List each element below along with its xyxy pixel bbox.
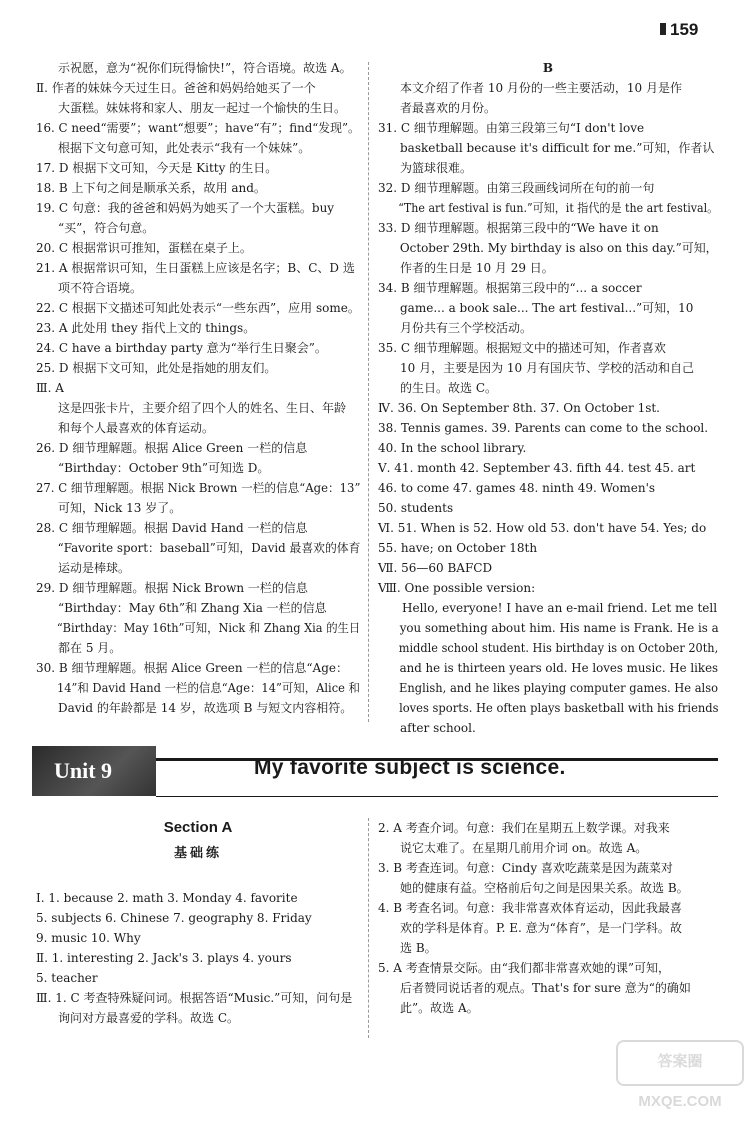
text-line: Ⅵ. 51. When is 52. How old 53. don't have 54. Yes; do [378, 521, 707, 535]
text-line: 根据下文句意可知，此处表示“我有一个妹妹”。 [58, 141, 311, 155]
text-line: 31. C 细节理解题。由第三段第三句“I don't love [378, 121, 645, 135]
text-line: Ⅱ. 作者的妹妹今天过生日。爸爸和妈妈给她买了一个 [36, 81, 316, 95]
text-line: 4. B 考查名词。句意：我非常喜欢体育运动，因此我最喜 [378, 901, 682, 915]
text-line: 21. A 根据常识可知，生日蛋糕上应该是名字；B、C、D 选 [36, 261, 355, 275]
page-marker-icon [660, 23, 666, 35]
text-line: after school. [400, 721, 476, 735]
text-line: 46. to come 47. games 48. ninth 49. Women's [378, 481, 656, 495]
text-line: 都在 5 月。 [58, 641, 122, 655]
text-line: 25. D 根据下文可知，此处是指她的朋友们。 [36, 361, 277, 375]
text-line: 33. D 细节理解题。根据第三段中的“We have it on [378, 221, 659, 235]
text-line: you something about him. His name is Frank. He is a [399, 621, 719, 635]
text-line: 可知，Nick 13 岁了。 [58, 501, 182, 515]
text-line: 27. C 细节理解题。根据 Nick Brown 一栏的信息“Age：13” [36, 481, 361, 495]
text-line: 欢的学科是体育。P. E. 意为“体育”，是一门学科。故 [400, 921, 682, 935]
column-divider [368, 62, 369, 722]
text-line: Ⅲ. A [36, 381, 64, 395]
text-line: 38. Tennis games. 39. Parents can come to the school. [378, 421, 709, 435]
text-line: 40. In the school library. [378, 441, 527, 455]
section-a-left-answers [36, 888, 360, 1028]
left-answer-column [36, 58, 360, 718]
text-line: 者最喜欢的月份。 [400, 101, 497, 115]
text-line: Ⅳ. 36. On September 8th. 37. On October 1st. [378, 401, 660, 415]
page-number: 159 [660, 20, 698, 40]
section-header [36, 818, 360, 864]
text-line: “Birthday：May 16th”可知，Nick 和 Zhang Xia 的生日 [56, 621, 361, 635]
text-line: “买”，符合句意。 [58, 221, 155, 235]
text-line: 16. C need“需要”；want“想要”；have“有”；find“发现”。 [36, 121, 360, 135]
text-line: English, and he likes playing computer games. He also [399, 681, 718, 695]
text-line: 2. A 考查介词。句意：我们在星期五上数学课。对我来 [378, 821, 670, 835]
text-line: 这是四张卡片，主要介绍了四个人的姓名、生日、年龄 [58, 401, 347, 415]
text-line: 30. B 细节理解题。根据 Alice Green 一栏的信息“Age： [36, 661, 348, 675]
unit-label: Unit 9 [32, 746, 156, 796]
text-line: Hello, everyone! I have an e-mail friend. Let me tell [402, 601, 718, 615]
column-divider [368, 818, 369, 1038]
text-line: Ⅲ. 1. C 考查特殊疑问词。根据答语“Music.”可知，问句是 [36, 991, 353, 1005]
subsection-title: 基础练 [173, 846, 222, 861]
text-line: 5. A 考查情景交际。由“我们都非常喜欢她的课”可知， [378, 961, 671, 975]
text-line: loves sports. He often plays basketball with his friends [399, 701, 719, 715]
text-line: “The art festival is fun.”可知，it 指代的是 the art festival。 [398, 201, 719, 215]
text-line: 10 月，主要是因为 10 月有国庆节、学校的活动和自己 [400, 361, 694, 375]
text-line: Ⅴ. 41. month 42. September 43. fifth 44. test 45. art [378, 461, 696, 475]
text-line: 20. C 根据常识可推知，蛋糕在桌子上。 [36, 241, 252, 255]
text-line: 55. have; on October 18th [378, 541, 538, 555]
text-line: 50. students [378, 501, 454, 515]
text-line: 后者赞同说话者的观点。That's for sure 意为“的确如 [400, 981, 691, 995]
text-line: 22. C 根据下文描述可知此处表示“一些东西”，应用 some。 [36, 301, 360, 315]
text-line: 本文介绍了作者 10 月份的一些主要活动，10 月是作 [400, 81, 682, 95]
text-line: 28. C 细节理解题。根据 David Hand 一栏的信息 [36, 521, 308, 535]
banner-underline [156, 796, 718, 797]
text-line: 大蛋糕。妹妹将和家人、朋友一起过一个愉快的生日。 [58, 101, 347, 115]
text-line: middle school student. His birthday is on October 20th, [398, 641, 719, 655]
text-line: Ⅱ. 1. interesting 2. Jack's 3. plays 4. yours [36, 951, 292, 965]
text-line: Ⅰ. 1. because 2. math 3. Monday 4. favorite [36, 891, 298, 905]
text-line: “Birthday：May 6th”和 Zhang Xia 一栏的信息 [58, 601, 327, 615]
text-line: 运动是棒球。 [58, 561, 131, 575]
text-line: 34. B 细节理解题。根据第三段中的“... a soccer [378, 281, 642, 295]
text-line: 说它太难了。在星期几前用介词 on。故选 A。 [400, 841, 648, 855]
text-line: 她的健康有益。空格前后句之间是因果关系。故选 B。 [400, 881, 689, 895]
text-line: 作者的生日是 10 月 29 日。 [400, 261, 554, 275]
text-line: “Favorite sport：baseball”可知，David 最喜欢的体育 [57, 541, 361, 555]
text-line: Ⅶ. 56—60 BAFCD [378, 561, 493, 575]
text-line: 为篮球很难。 [400, 161, 473, 175]
text-line: 26. D 细节理解题。根据 Alice Green 一栏的信息 [36, 441, 308, 455]
text-line: “Birthday：October 9th”可知选 D。 [58, 461, 270, 475]
text-line: David 的年龄都是 14 岁，故选项 B 与短文内容相符。 [58, 701, 353, 715]
text-line: 29. D 细节理解题。根据 Nick Brown 一栏的信息 [36, 581, 308, 595]
watermark-logo: 答案圈 MXQE.COM [616, 1040, 744, 1086]
unit-banner [32, 744, 718, 800]
text-line: 23. A 此处用 they 指代上文的 things。 [36, 321, 256, 335]
text-line: 24. C have a birthday party 意为“举行生日聚会”。 [36, 341, 327, 355]
text-line: 32. D 细节理解题。由第三段画线词所在句的前一句 [378, 181, 655, 195]
text-line: 选 B。 [400, 941, 437, 955]
text-line: 19. C 句意：我的爸爸和妈妈为她买了一个大蛋糕。buy [36, 201, 335, 215]
text-line: 询问对方最喜爱的学科。故选 C。 [58, 1011, 239, 1025]
text-line: 17. D 根据下文可知，今天是 Kitty 的生日。 [36, 161, 278, 175]
text-line: 5. teacher [36, 971, 98, 985]
text-line: 示祝愿，意为“祝你们玩得愉快!”，符合语境。故选 A。 [58, 61, 352, 75]
section-title: Section A [163, 819, 233, 836]
right-answer-column [378, 58, 718, 738]
section-a-right-answers [378, 818, 718, 1018]
text-line: 的生日。故选 C。 [400, 381, 497, 395]
text-line: 和每个人最喜欢的体育运动。 [58, 421, 215, 435]
text-line: 14”和 David Hand 一栏的信息“Age：14”可知，Alice 和 [56, 681, 360, 695]
unit-title: My favorite subject is science. [254, 756, 566, 779]
text-line: 5. subjects 6. Chinese 7. geography 8. Friday [36, 911, 312, 925]
text-line: 月份共有三个学校活动。 [400, 321, 533, 335]
text-line: October 29th. My birthday is also on this day.”可知， [399, 241, 718, 255]
text-line: B [542, 61, 554, 75]
text-line: 9. music 10. Why [36, 931, 141, 945]
text-line: 此”。故选 A。 [400, 1001, 479, 1015]
text-line: 项不符合语境。 [58, 281, 143, 295]
text-line: 3. B 考查连词。句意：Cindy 喜欢吃蔬菜是因为蔬菜对 [378, 861, 673, 875]
text-line: 35. C 细节理解题。根据短文中的描述可知，作者喜欢 [378, 341, 666, 355]
text-line: Ⅷ. One possible version: [378, 581, 536, 595]
text-line: game... a book sale... The art festival...”可知，10 [400, 301, 694, 315]
text-line: and he is thirteen years old. He loves music. He likes [399, 661, 719, 675]
text-line: 18. B 上下句之间是顺承关系，故用 and。 [36, 181, 266, 195]
text-line: basketball because it's difficult for me.”可知，作者认 [400, 141, 715, 155]
